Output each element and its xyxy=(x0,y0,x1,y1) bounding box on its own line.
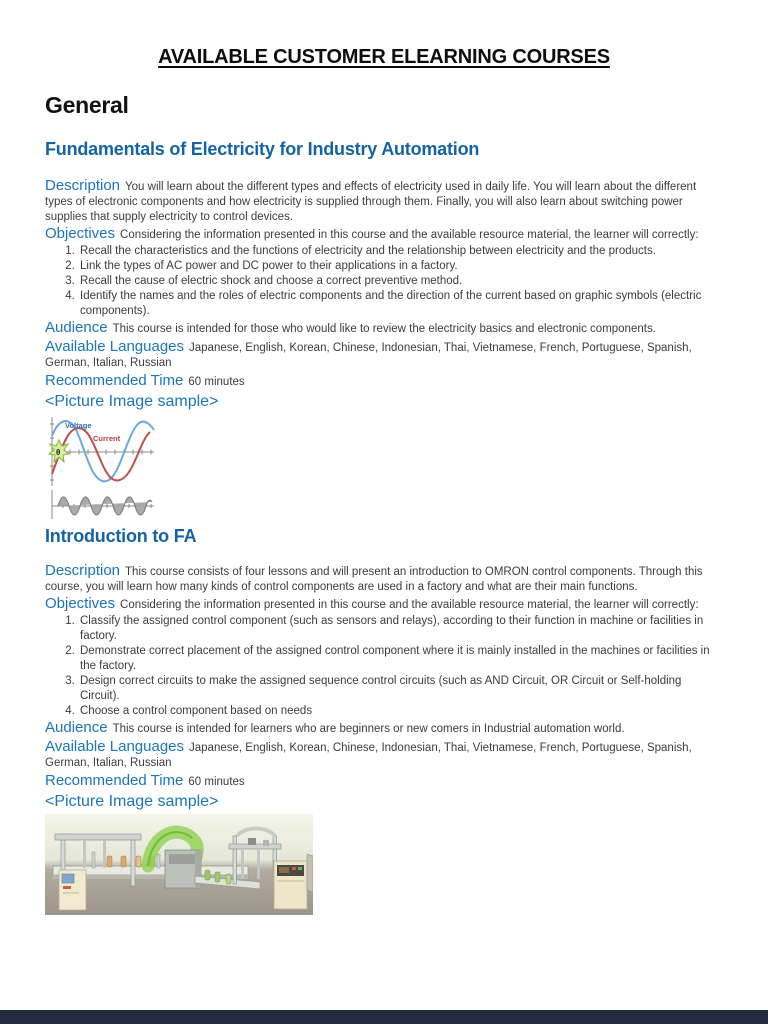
objectives-label: Objectives xyxy=(45,595,116,612)
waveform-sample-image xyxy=(45,414,158,521)
course-2-description-text: This course consists of four lessons and will present an introduction to OMRON control components. Through this course, you will learn how many kinds of control components are used in a factory and what are their main functions. xyxy=(45,566,703,593)
course-2-languages-text: Japanese, English, Korean, Chinese, Indonesian, Thai, Vietnamese, French, Portuguese, Spanish, German, Italian, Russian xyxy=(45,742,692,769)
course-1-picture-sample-label: <Picture Image sample> xyxy=(45,393,219,410)
list-item: 3. Design correct circuits to make the assigned sequence control circuits (such as AND Circuit, OR Circuit or Self-holding Circuit). xyxy=(78,674,724,704)
voltage-label: Voltage xyxy=(65,421,92,430)
document-title: AVAILABLE CUSTOMER ELEARNING COURSES xyxy=(158,46,610,68)
list-item: 4. Identify the names and the roles of electric components and the direction of the current based on graphic symbols (electric components). xyxy=(78,289,724,319)
course-1-title: Fundamentals of Electricity for Industry Automation xyxy=(45,139,480,159)
audience-label: Audience xyxy=(45,319,108,336)
course-1-audience-text: This course is intended for those who would like to review the electricity basics and electronic components. xyxy=(112,323,656,335)
factory-line-sample-image xyxy=(45,814,313,915)
list-item: 3. Recall the cause of electric shock and choose a correct preventive method. xyxy=(78,274,724,289)
course-2-languages xyxy=(45,739,724,771)
description-label: Description xyxy=(45,562,121,579)
course-1-objectives-list xyxy=(45,244,724,319)
course-2-time-text: 60 minutes xyxy=(188,776,245,788)
course-1-recommended-time xyxy=(45,373,724,390)
document-content xyxy=(45,138,724,915)
current-label: Current xyxy=(93,434,121,443)
theta-label: θ xyxy=(56,448,61,457)
objectives-label: Objectives xyxy=(45,225,116,242)
recommended-time-label: Recommended Time xyxy=(45,772,184,789)
course-2-objectives-intro-text: Considering the information presented in this course and the available resource material, the learner will correctly: xyxy=(120,599,699,611)
course-1-objectives-intro xyxy=(45,226,724,243)
list-item: 4. Choose a control component based on needs xyxy=(78,704,724,719)
course-2-audience xyxy=(45,720,724,737)
available-languages-label: Available Languages xyxy=(45,338,185,355)
list-item: 1. Recall the characteristics and the functions of electricity and the relationship between electricity and the products. xyxy=(78,244,724,259)
course-2-objectives-intro xyxy=(45,596,724,613)
course-2-recommended-time xyxy=(45,773,724,790)
course-1-time-text: 60 minutes xyxy=(188,376,245,388)
course-1-audience xyxy=(45,320,724,337)
viewer-bottom-bar xyxy=(0,1010,768,1024)
available-languages-label: Available Languages xyxy=(45,738,185,755)
course-1-languages-text: Japanese, English, Korean, Chinese, Indonesian, Thai, Vietnamese, French, Portuguese, Spanish, German, Italian, Russian xyxy=(45,342,692,369)
list-item: 2. Link the types of AC power and DC power to their applications in a factory. xyxy=(78,259,724,274)
course-2-title: Introduction to FA xyxy=(45,526,197,546)
course-2-audience-text: This course is intended for learners who are beginners or new comers in Industrial automation world. xyxy=(112,723,625,735)
course-1-description-text: You will learn about the different types and effects of electricity used in daily life. You will learn about the different types of electronic components and how electricity is supplied through them. Finally, you will also learn about switching power supplies that supply electricity to control devices. xyxy=(45,181,697,223)
course-2-objectives-list xyxy=(45,614,724,719)
list-item: 1. Classify the assigned control component (such as sensors and relays), according to their function in machine or facilities in factory. xyxy=(78,614,724,644)
course-1-description xyxy=(45,178,724,225)
description-label: Description xyxy=(45,177,121,194)
course-2-picture-sample-label: <Picture Image sample> xyxy=(45,793,219,810)
audience-label: Audience xyxy=(45,719,108,736)
section-heading-general: General xyxy=(45,92,129,118)
course-2-description xyxy=(45,563,724,595)
course-1-objectives-intro-text: Considering the information presented in this course and the available resource material, the learner will correctly: xyxy=(120,229,699,241)
list-item: 2. Demonstrate correct placement of the assigned control component where it is mainly installed in the machines or facilities in the factory. xyxy=(78,644,724,674)
course-1-languages xyxy=(45,339,724,371)
recommended-time-label: Recommended Time xyxy=(45,372,184,389)
